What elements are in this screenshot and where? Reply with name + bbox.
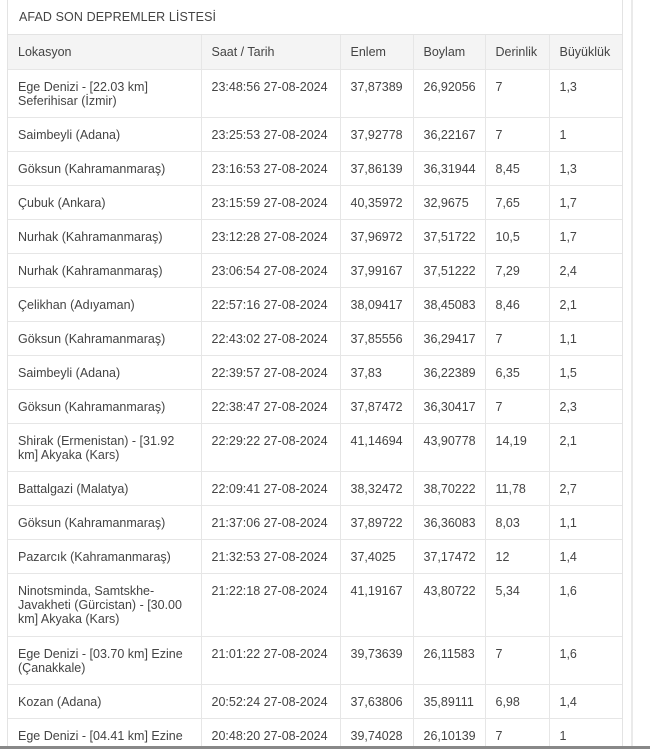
cell-longitude: 26,92056 — [413, 70, 485, 118]
cell-depth: 6,35 — [485, 356, 549, 390]
table-row — [8, 254, 622, 288]
cell-latitude: 38,09417 — [340, 288, 413, 322]
cell-location: Nurhak (Kahramanmaraş) — [8, 254, 201, 288]
cell-magnitude: 1,3 — [549, 70, 622, 118]
table-header-row — [8, 35, 622, 70]
cell-longitude: 36,31944 — [413, 152, 485, 186]
cell-depth: 8,46 — [485, 288, 549, 322]
cell-longitude: 36,29417 — [413, 322, 485, 356]
cell-depth: 14,19 — [485, 424, 549, 472]
cell-longitude: 35,89111 — [413, 685, 485, 719]
table-row — [8, 70, 622, 118]
cell-location: Shirak (Ermenistan) - [31.92 km] Akyaka (Kars) — [8, 424, 201, 472]
cell-latitude: 37,63806 — [340, 685, 413, 719]
column-header-location: Lokasyon — [8, 35, 201, 70]
cell-latitude: 37,85556 — [340, 322, 413, 356]
cell-depth: 7,29 — [485, 254, 549, 288]
cell-location: Göksun (Kahramanmaraş) — [8, 152, 201, 186]
cell-latitude: 37,92778 — [340, 118, 413, 152]
cell-datetime: 21:32:53 27-08-2024 — [201, 540, 340, 574]
cell-location: Göksun (Kahramanmaraş) — [8, 390, 201, 424]
cell-longitude: 37,17472 — [413, 540, 485, 574]
cell-longitude: 36,22167 — [413, 118, 485, 152]
cell-magnitude: 1,7 — [549, 186, 622, 220]
cell-datetime: 22:43:02 27-08-2024 — [201, 322, 340, 356]
cell-datetime: 20:48:20 27-08-2024 — [201, 719, 340, 749]
cell-latitude: 37,87472 — [340, 390, 413, 424]
cell-magnitude: 1,1 — [549, 506, 622, 540]
cell-depth: 7 — [485, 70, 549, 118]
table-row — [8, 637, 622, 685]
cell-location: Battalgazi (Malatya) — [8, 472, 201, 506]
cell-magnitude: 1,5 — [549, 356, 622, 390]
cell-magnitude: 1,1 — [549, 322, 622, 356]
cell-longitude: 36,22389 — [413, 356, 485, 390]
cell-magnitude: 2,7 — [549, 472, 622, 506]
cell-latitude: 41,14694 — [340, 424, 413, 472]
cell-datetime: 21:01:22 27-08-2024 — [201, 637, 340, 685]
cell-latitude: 41,19167 — [340, 574, 413, 637]
cell-datetime: 23:15:59 27-08-2024 — [201, 186, 340, 220]
table-row — [8, 719, 622, 749]
table-row — [8, 685, 622, 719]
cell-datetime: 23:48:56 27-08-2024 — [201, 70, 340, 118]
cell-depth: 8,03 — [485, 506, 549, 540]
cell-location: Nurhak (Kahramanmaraş) — [8, 220, 201, 254]
cell-location: Göksun (Kahramanmaraş) — [8, 322, 201, 356]
panel-title: AFAD SON DEPREMLER LİSTESİ — [8, 0, 622, 35]
cell-latitude: 37,87389 — [340, 70, 413, 118]
cell-longitude: 37,51222 — [413, 254, 485, 288]
column-header-latitude: Enlem — [340, 35, 413, 70]
cell-depth: 12 — [485, 540, 549, 574]
cell-latitude: 37,4025 — [340, 540, 413, 574]
cell-magnitude: 2,1 — [549, 424, 622, 472]
cell-datetime: 23:16:53 27-08-2024 — [201, 152, 340, 186]
earthquake-list-panel — [7, 0, 623, 749]
cell-magnitude: 2,3 — [549, 390, 622, 424]
cell-depth: 7,65 — [485, 186, 549, 220]
cell-latitude: 37,99167 — [340, 254, 413, 288]
cell-magnitude: 1,4 — [549, 685, 622, 719]
cell-datetime: 21:37:06 27-08-2024 — [201, 506, 340, 540]
table-row — [8, 288, 622, 322]
cell-depth: 7 — [485, 390, 549, 424]
cell-location: Ege Denizi - [04.41 km] Ezine — [8, 719, 201, 749]
cell-location: Ege Denizi - [22.03 km] Seferihisar (İzmir) — [8, 70, 201, 118]
cell-magnitude: 1,4 — [549, 540, 622, 574]
column-header-depth: Derinlik — [485, 35, 549, 70]
cell-magnitude: 2,4 — [549, 254, 622, 288]
cell-location: Ninotsminda, Samtskhe-Javakheti (Gürcistan) - [30.00 km] Akyaka (Kars) — [8, 574, 201, 637]
cell-longitude: 38,70222 — [413, 472, 485, 506]
cell-depth: 11,78 — [485, 472, 549, 506]
cell-location: Ege Denizi - [03.70 km] Ezine (Çanakkale) — [8, 637, 201, 685]
cell-latitude: 37,89722 — [340, 506, 413, 540]
cell-datetime: 21:22:18 27-08-2024 — [201, 574, 340, 637]
cell-location: Çelikhan (Adıyaman) — [8, 288, 201, 322]
cell-magnitude: 1 — [549, 118, 622, 152]
cell-longitude: 36,30417 — [413, 390, 485, 424]
table-row — [8, 472, 622, 506]
cell-depth: 10,5 — [485, 220, 549, 254]
cell-latitude: 38,32472 — [340, 472, 413, 506]
table-row — [8, 186, 622, 220]
cell-latitude: 37,86139 — [340, 152, 413, 186]
earthquake-table — [8, 35, 623, 749]
cell-magnitude: 1 — [549, 719, 622, 749]
table-row — [8, 424, 622, 472]
cell-longitude: 43,90778 — [413, 424, 485, 472]
table-row — [8, 506, 622, 540]
cell-datetime: 22:39:57 27-08-2024 — [201, 356, 340, 390]
cell-depth: 7 — [485, 322, 549, 356]
cell-depth: 7 — [485, 118, 549, 152]
cell-latitude: 40,35972 — [340, 186, 413, 220]
cell-longitude: 32,9675 — [413, 186, 485, 220]
column-header-magnitude: Büyüklük — [549, 35, 622, 70]
cell-datetime: 22:09:41 27-08-2024 — [201, 472, 340, 506]
cell-datetime: 23:06:54 27-08-2024 — [201, 254, 340, 288]
cell-location: Saimbeyli (Adana) — [8, 356, 201, 390]
column-header-datetime: Saat / Tarih — [201, 35, 340, 70]
cell-datetime: 22:29:22 27-08-2024 — [201, 424, 340, 472]
cell-latitude: 37,83 — [340, 356, 413, 390]
cell-location: Göksun (Kahramanmaraş) — [8, 506, 201, 540]
cell-datetime: 23:25:53 27-08-2024 — [201, 118, 340, 152]
cell-latitude: 39,73639 — [340, 637, 413, 685]
cell-depth: 5,34 — [485, 574, 549, 637]
cell-location: Kozan (Adana) — [8, 685, 201, 719]
cell-magnitude: 1,3 — [549, 152, 622, 186]
table-row — [8, 220, 622, 254]
table-row — [8, 118, 622, 152]
cell-depth: 6,98 — [485, 685, 549, 719]
cell-datetime: 22:57:16 27-08-2024 — [201, 288, 340, 322]
cell-location: Saimbeyli (Adana) — [8, 118, 201, 152]
table-row — [8, 152, 622, 186]
cell-location: Pazarcık (Kahramanmaraş) — [8, 540, 201, 574]
cell-depth: 8,45 — [485, 152, 549, 186]
cell-longitude: 26,10139 — [413, 719, 485, 749]
table-row — [8, 322, 622, 356]
cell-depth: 7 — [485, 637, 549, 685]
page-scroll-track[interactable] — [631, 0, 633, 749]
cell-magnitude: 1,6 — [549, 574, 622, 637]
table-row — [8, 390, 622, 424]
cell-magnitude: 2,1 — [549, 288, 622, 322]
cell-longitude: 36,36083 — [413, 506, 485, 540]
table-row — [8, 574, 622, 637]
cell-longitude: 26,11583 — [413, 637, 485, 685]
column-header-longitude: Boylam — [413, 35, 485, 70]
cell-depth: 7 — [485, 719, 549, 749]
cell-longitude: 43,80722 — [413, 574, 485, 637]
table-row — [8, 540, 622, 574]
cell-location: Çubuk (Ankara) — [8, 186, 201, 220]
cell-magnitude: 1,7 — [549, 220, 622, 254]
table-row — [8, 356, 622, 390]
cell-magnitude: 1,6 — [549, 637, 622, 685]
cell-datetime: 20:52:24 27-08-2024 — [201, 685, 340, 719]
cell-latitude: 37,96972 — [340, 220, 413, 254]
cell-longitude: 37,51722 — [413, 220, 485, 254]
cell-longitude: 38,45083 — [413, 288, 485, 322]
cell-datetime: 23:12:28 27-08-2024 — [201, 220, 340, 254]
cell-datetime: 22:38:47 27-08-2024 — [201, 390, 340, 424]
cell-latitude: 39,74028 — [340, 719, 413, 749]
